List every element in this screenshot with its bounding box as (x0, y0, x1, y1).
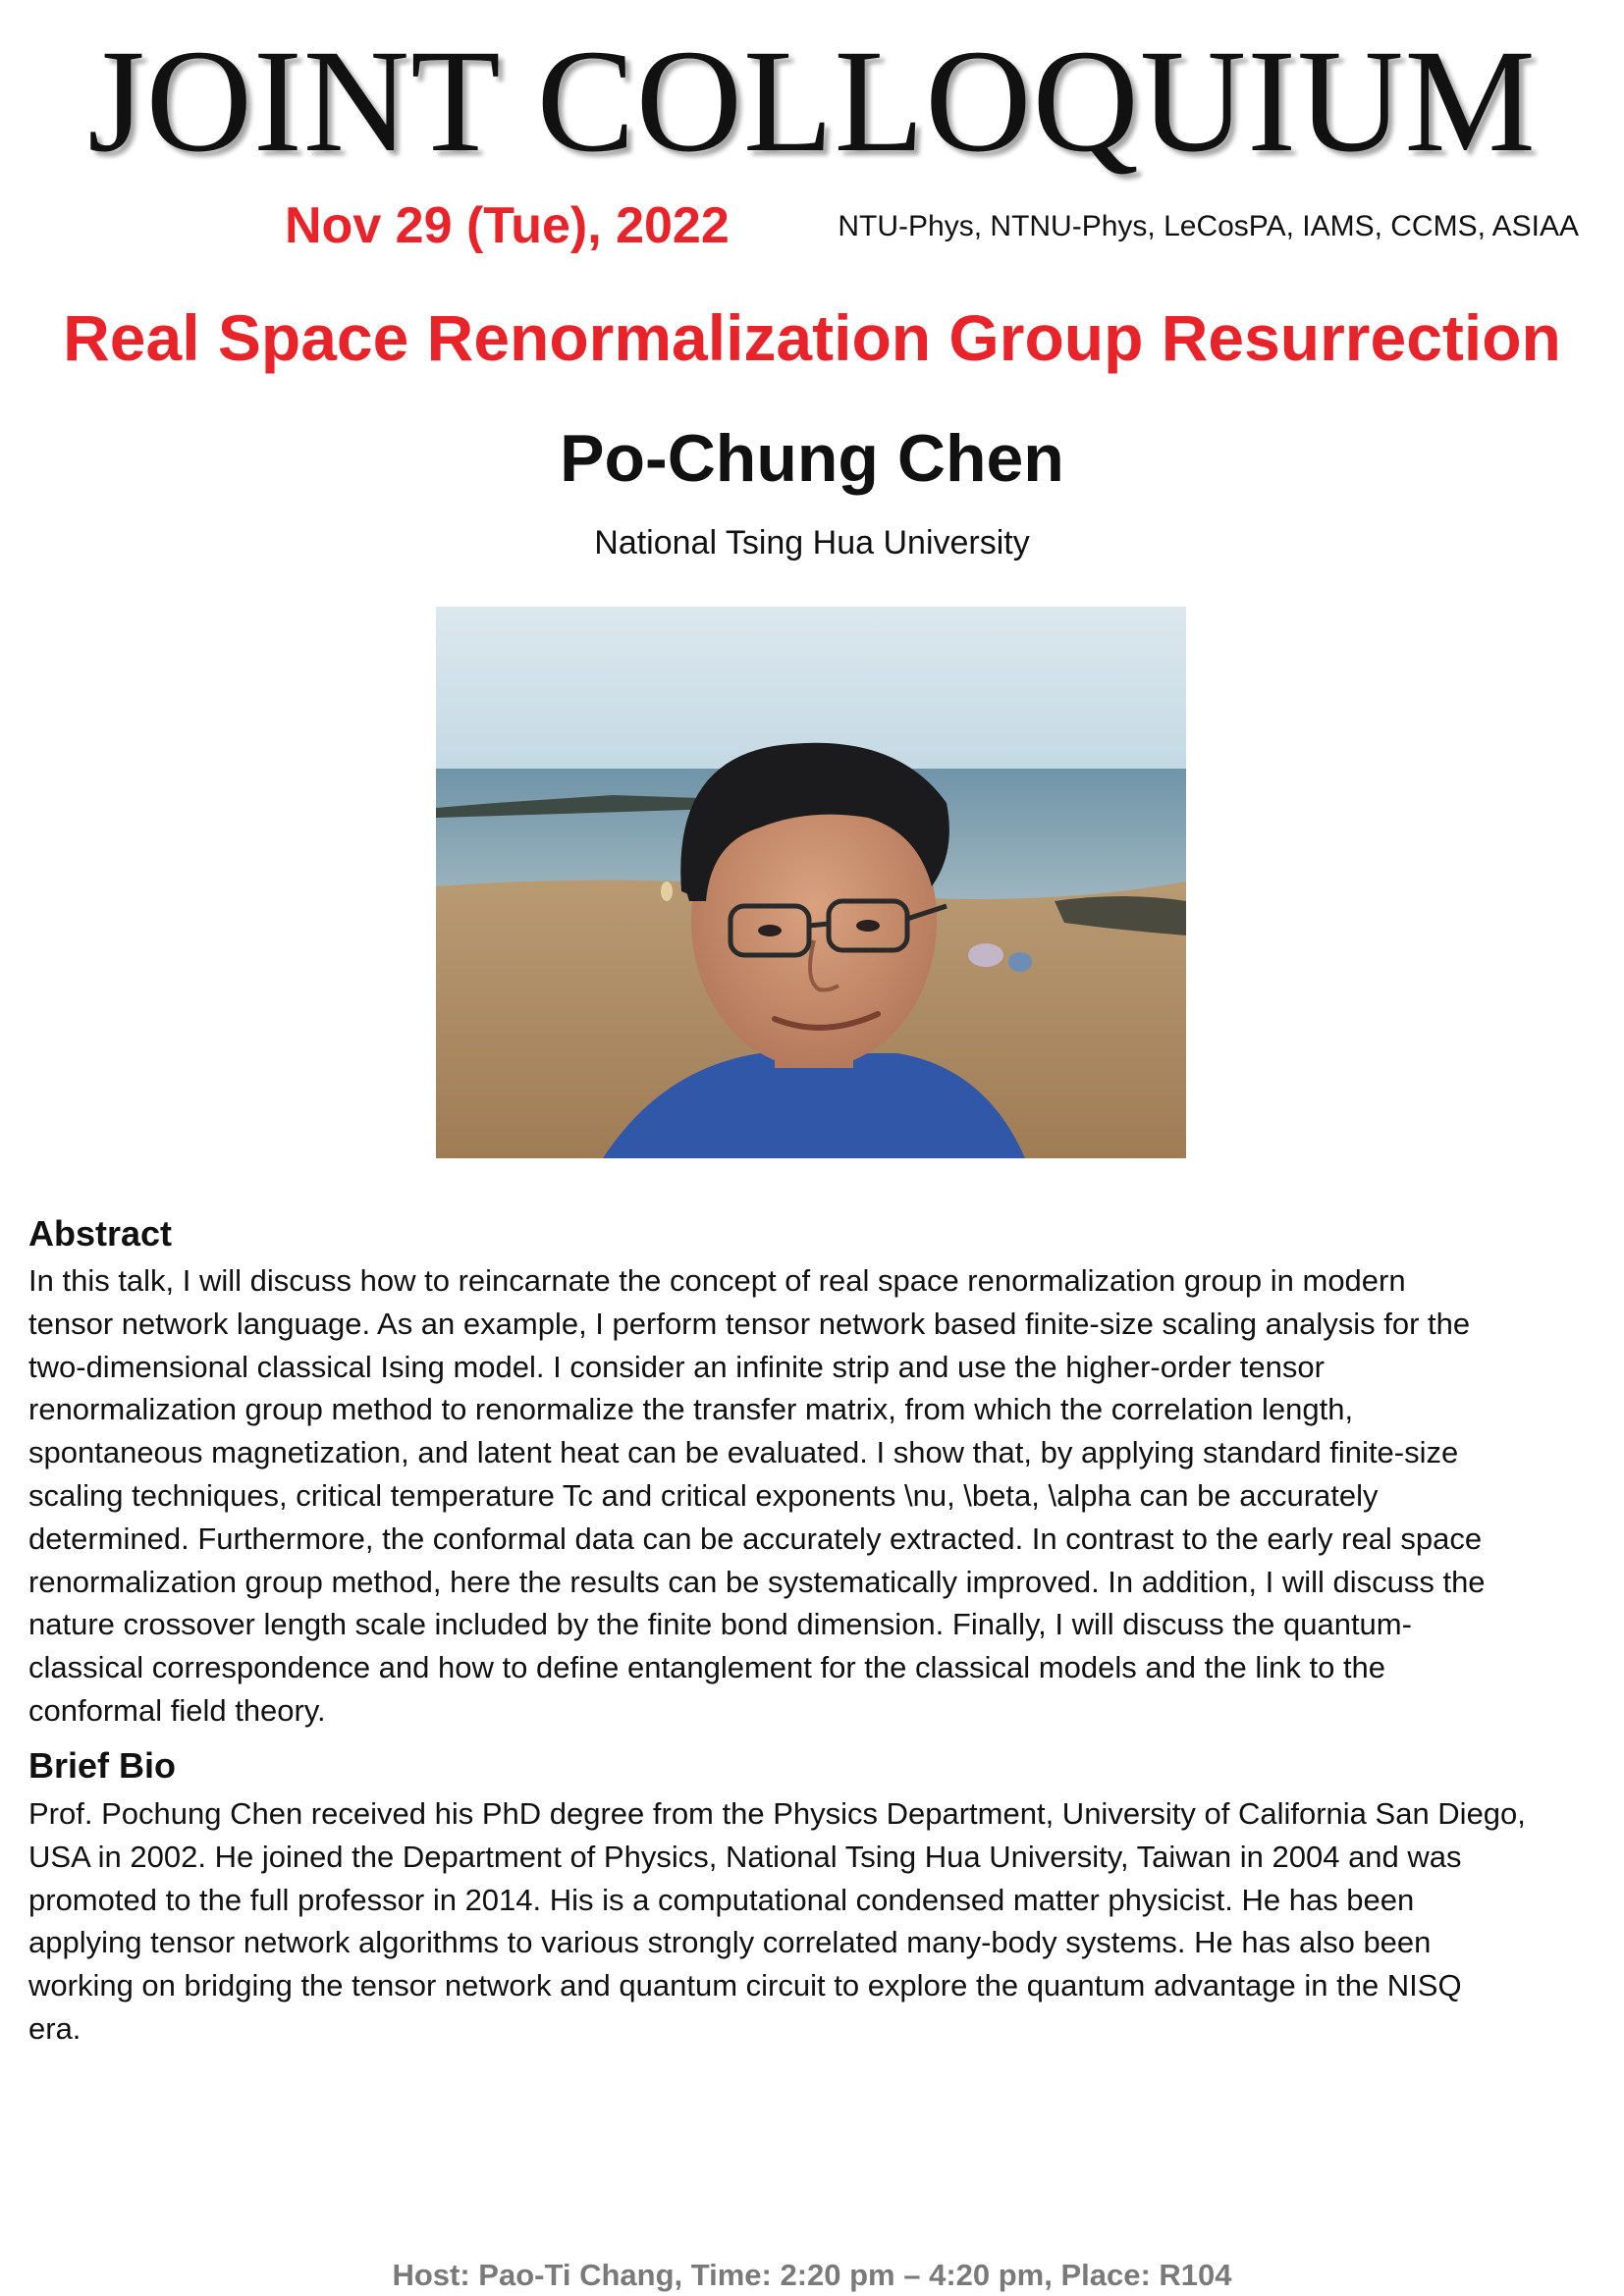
abstract-body (28, 1259, 1599, 1733)
bio-line: promoted to the full professor in 2014. His is a computational condensed matter physicist. He has been (28, 1882, 1415, 1917)
organizer-list: NTU-Phys, NTNU-Phys, LeCosPA, IAMS, CCMS, ASIAA (838, 210, 1579, 242)
host-time-place-footer: Host: Pao-Ti Chang, Time: 2:20 pm – 4:20 pm, Place: R104 (392, 2258, 1232, 2292)
speaker-name: Po-Chung Chen (560, 421, 1064, 496)
bio-heading: Brief Bio (28, 1745, 177, 1786)
bio-body (28, 1792, 1599, 2051)
abstract-line: In this talk, I will discuss how to reincarnate the concept of real space renormalization group in modern (28, 1263, 1406, 1298)
speaker-affiliation: National Tsing Hua University (594, 524, 1030, 561)
colloquium-banner-title: JOINT COLLOQUIUM (87, 20, 1537, 183)
abstract-line: renormalization group method to renormalize the transfer matrix, from which the correlation length, (28, 1392, 1354, 1427)
bio-line: working on bridging the tensor network and quantum circuit to explore the quantum advantage in the NISQ (28, 1968, 1462, 2003)
abstract-heading: Abstract (28, 1213, 173, 1254)
abstract-line: renormalization group method, here the results can be systematically improved. In addition, I will discuss the (28, 1564, 1486, 1599)
bio-line: USA in 2002. He joined the Department of Physics, National Tsing Hua University, Taiwan in 2004 and was (28, 1839, 1462, 1874)
bio-line: applying tensor network algorithms to various strongly correlated many-body systems. He has also been (28, 1925, 1432, 1960)
bio-line: era. (28, 2010, 81, 2046)
bio-line: Prof. Pochung Chen received his PhD degree from the Physics Department, University of California San Diego, (28, 1796, 1526, 1831)
speaker-photo (436, 607, 1186, 1158)
abstract-line: spontaneous magnetization, and latent heat can be evaluated. I show that, by applying standard finite-size (28, 1435, 1459, 1470)
abstract-line: scaling techniques, critical temperature Tc and critical exponents \nu, \beta, \alpha can be accurately (28, 1477, 1379, 1513)
abstract-line: two-dimensional classical Ising model. I consider an infinite strip and use the higher-order tensor (28, 1349, 1325, 1384)
talk-title: Real Space Renormalization Group Resurrection (63, 301, 1561, 374)
event-date: Nov 29 (Tue), 2022 (285, 197, 730, 254)
abstract-line: classical correspondence and how to define entanglement for the classical models and the link to the (28, 1650, 1386, 1685)
abstract-line: determined. Furthermore, the conformal data can be accurately extracted. In contrast to the early real space (28, 1521, 1483, 1556)
abstract-line: nature crossover length scale included by the finite bond dimension. Finally, I will discuss the quantum- (28, 1607, 1412, 1642)
abstract-line: conformal field theory. (28, 1692, 326, 1728)
abstract-line: tensor network language. As an example, I perform tensor network based finite-size scaling analysis for the (28, 1306, 1471, 1341)
